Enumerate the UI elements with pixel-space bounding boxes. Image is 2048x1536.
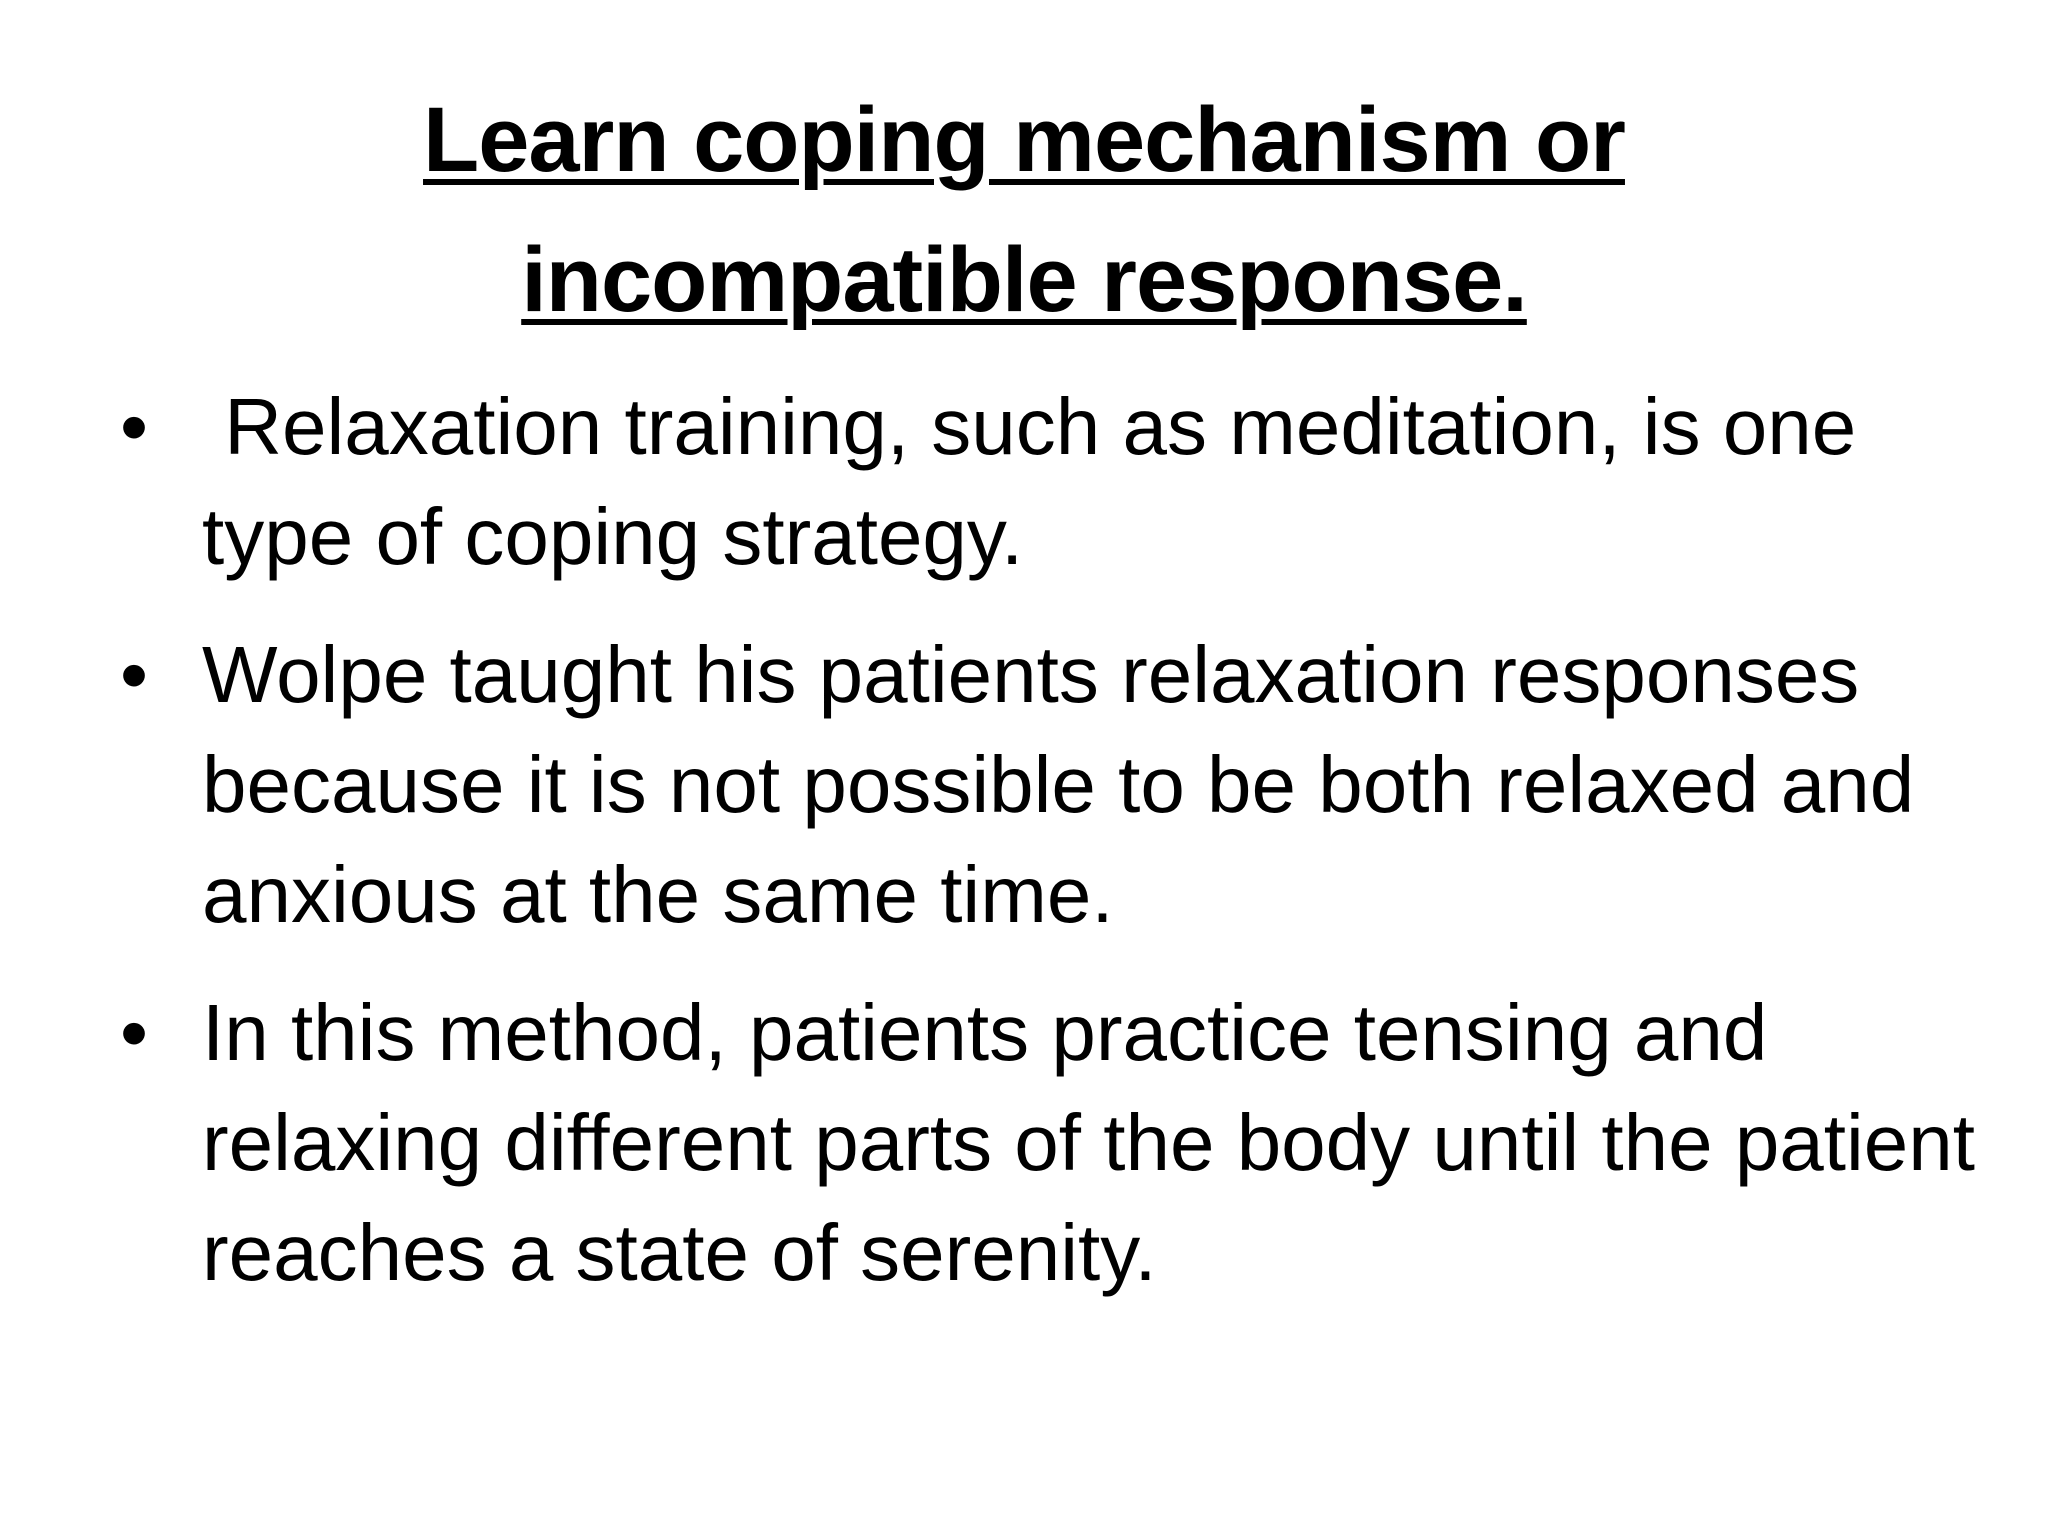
bullet-marker: •: [120, 382, 149, 471]
bullet-item: [0, 620, 2048, 950]
bullet-item: [0, 372, 2048, 592]
title-line-1: Learn coping mechanism or: [423, 89, 1625, 191]
bullet-text: In this method, patients practice tensing and relaxing different parts of the body until the patient reaches a state of serenity.: [202, 988, 1976, 1297]
bullet-list: [0, 372, 2048, 1336]
bullet-text: Relaxation training, such as meditation, is one type of coping strategy.: [202, 382, 1879, 581]
bullet-marker: •: [120, 988, 149, 1077]
bullet-marker: •: [120, 630, 149, 719]
bullet-text: Wolpe taught his patients relaxation responses because it is not possible to be both relaxed and anxious at the same time.: [202, 630, 1915, 939]
bullet-item: [0, 978, 2048, 1308]
slide-title: [0, 70, 2048, 350]
title-line-2: incompatible response.: [521, 229, 1527, 331]
